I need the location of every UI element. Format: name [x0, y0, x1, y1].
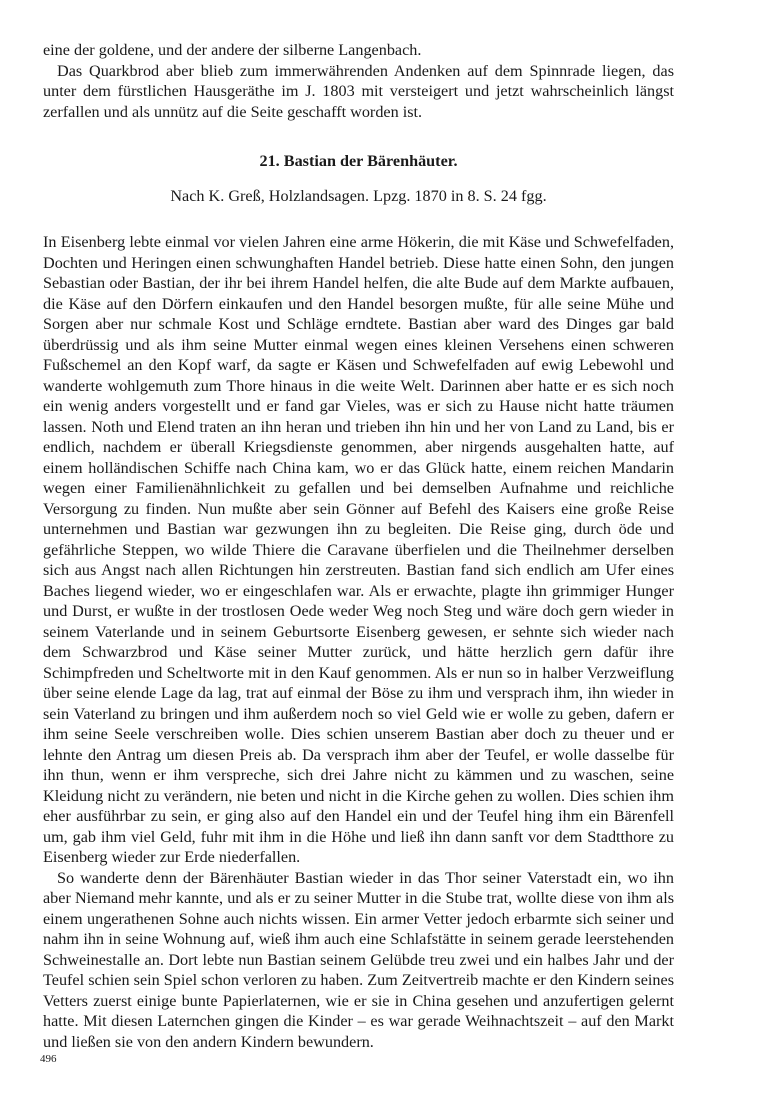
paragraph-quarkbrod: Das Quarkbrod aber blieb zum immerwährenden Andenken auf dem Spinnrade liegen, das unter dem fürstlichen Hausgeräthe im J. 1803 mit versteigert und jetzt wahrscheinlich längst zerfallen und als unnütz auf die Seite geschafft worden ist.	[43, 61, 674, 121]
story-paragraph-2: So wanderte denn der Bärenhäuter Bastian wieder in das Thor seiner Vaterstadt ein, wo ihn aber Niemand mehr kannte, und als er zu seiner Mutter in die Stube trat, wollte diese von ihm als einem ungerathenen Sohne auch nichts wissen. Ein armer Vetter jedoch erbarmte sich seiner und nahm ihn in seine Wohnung auf, wieß ihm auch eine Schlafstätte in seinem gerade leerstehenden Schweinestalle an. Dort lebte nun Bastian seinem Gelübde treu zwei und ein halbes Jahr und der Teufel schien sein Spiel schon verloren zu haben. Zum Zeitvertreib machte er den Kindern seines Vetters zuerst einige bunte Papierlaternen, wie er sie in China gesehen und anzufertigen gelernt hatte. Mit diesen Laternchen gingen die Kinder – es war gerade Weihnachtszeit – auf den Markt und ließen sie von den andern Kindern bewundern.	[43, 868, 674, 1051]
page-body	[43, 40, 674, 1052]
paragraph-continuation: eine der goldene, und der andere der silberne Langenbach.	[43, 41, 422, 59]
section-source: Nach K. Greß, Holzlandsagen. Lpzg. 1870 in 8. S. 24 fgg.	[170, 187, 547, 205]
story-paragraph-1: In Eisenberg lebte einmal vor vielen Jahren eine arme Hökerin, die mit Käse und Schwefelfaden, Dochten und Heringen einen schwunghaften Handel betrieb. Diese hatte einen Sohn, den jungen Sebastian oder Bastian, der ihr bei ihrem Handel helfen, die alte Bude auf dem Markte aufbauen, die Käse auf den Dörfern einkaufen und den Handel besorgen mußte, für alle seine Mühe und Sorgen aber nur schmale Kost und Schläge erndtete. Bastian aber ward des Dinges gar bald überdrüssig und als ihm seine Mutter einmal wegen eines kleinen Versehens einen schweren Fußschemel an den Kopf warf, da sagte er Käsen und Schwefelfaden auf ewig Lebewohl und wanderte wohlgemuth zum Thore hinaus in die weite Welt. Darinnen aber hatte er es sich noch ein wenig anders vorgestellt und er fand gar Vieles, was er sich zu Hause nicht hatte träumen lassen. Noth und Elend traten an ihn heran und trieben ihn hin und her von Land zu Land, bis er endlich, nachdem er überall Kriegsdienste genommen, aber nirgends ausgehalten hatte, auf einem holländischen Schiffe nach China kam, wo er das Glück hatte, einem reichen Mandarin wegen einer Familienähnlichkeit zu gefallen und bei demselben Aufnahme und reichliche Versorgung zu finden. Nun mußte aber sein Gönner auf Befehl des Kaisers eine große Reise unternehmen und Bastian war gezwungen ihn zu begleiten. Die Reise ging, durch öde und gefährliche Steppen, wo wilde Thiere die Caravane überfielen und die Theilnehmer derselben sich aus Angst nach allen Richtungen hin zerstreuten. Bastian fand sich endlich am Ufer eines Baches liegend wieder, wo er eingeschlafen war. Als er erwachte, plagte ihn grimmiger Hunger und Durst, er wußte in der trostlosen Oede weder Weg noch Steg und wäre doch gern wieder in seinem Vaterlande und in seinem Geburtsorte Eisenberg gewesen, er sehnte sich wieder nach dem Schwarzbrod und Käse seiner Mutter zurück, und hätte herzlich gern dafür ihre Schimpfreden und Scheltworte mit in den Kauf genommen. Als er nun so in halber Verzweiflung über seine elende Lage da lag, trat auf einmal der Böse zu ihm und versprach ihm, ihn wieder in sein Vaterland zu bringen und ihm außerdem noch so viel Geld wie er wolle zu geben, dafern er ihm seine Seele verschreiben wolle. Dies schien unserem Bastian aber doch zu theuer und er lehnte den Antrag um diesen Preis ab. Da versprach ihm aber der Teufel, er wolle dasselbe für ihn thun, wenn er ihm verspreche, sich drei Jahre nicht zu kämmen und zu waschen, seine Kleidung nicht zu verändern, nie beten und nicht in die Kirche gehen zu wollen. Dies schien ihm eher ausführbar zu sein, er ging also auf den Handel ein und der Teufel hing ihm ein Bärenfell um, gab ihm viel Geld, fuhr mit ihm in die Höhe und ließ ihn dann sanft vor dem Stadtthore zu Eisenberg wieder zur Erde niederfallen.	[43, 233, 674, 866]
section-title: 21. Bastian der Bärenhäuter.	[259, 152, 458, 170]
page-number: 496	[40, 1053, 57, 1065]
